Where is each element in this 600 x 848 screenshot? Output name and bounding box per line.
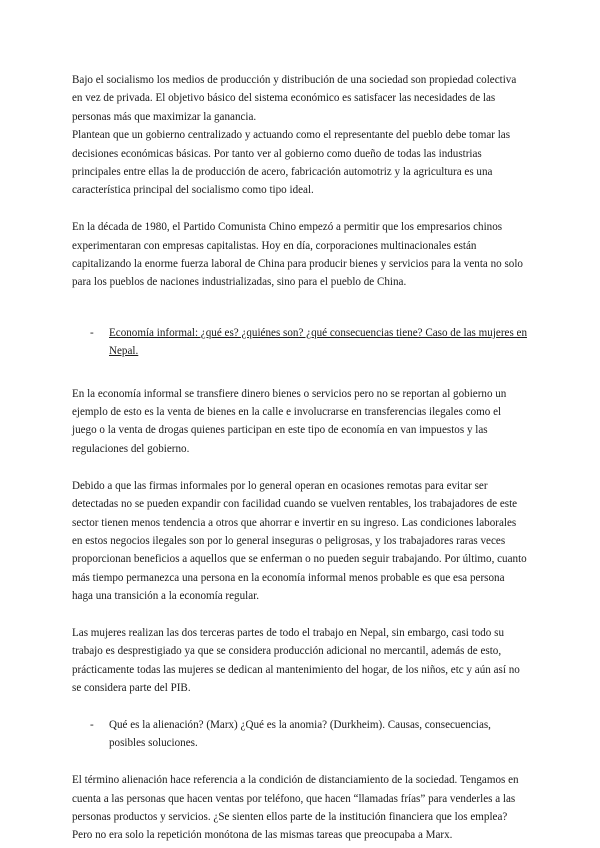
spacer <box>72 200 528 218</box>
spacer <box>72 606 528 624</box>
bullet-informal-economy <box>72 324 528 361</box>
spacer <box>72 698 528 716</box>
document-body <box>72 71 528 845</box>
paragraph-central-government: Plantean que un gobierno centralizado y actuando como el representante del pueblo debe tomar las decisiones económicas básicas. Por tanto ver al gobierno como dueño de todas las industrias principales entre ellas la de producción de acero, fabricación automotriz y la agricultura es una característica principal del socialismo como tipo ideal. <box>72 129 511 197</box>
bullet-informal-economy-text: Economía informal: ¿qué es? ¿quiénes son? ¿qué consecuencias tiene? Caso de las mujeres en Nepal. <box>109 326 528 358</box>
paragraph-nepal-women: Las mujeres realizan las dos terceras partes de todo el trabajo en Nepal, sin embargo, casi todo su trabajo es desprestigiado ya que se considera producción adicional no mercantil, además de esto, prácticamente todas las mujeres se dedican al mantenimiento del hogar, de los niños, etc y aún así no se considera parte del PIB. <box>72 626 520 695</box>
paragraph-informal-definition: En la economía informal se transfiere dinero bienes o servicios pero no se reportan al gobierno un ejemplo de esto es la venta de bienes en la calle e involucrarse en transferencias ilegales como el juego o la venta de drogas quienes participan en este tipo de economía en van impuestos y las regulaciones del gobierno. <box>72 387 507 455</box>
bullet-alienation <box>72 716 528 753</box>
paragraph-socialism-intro: Bajo el socialismo los medios de producción y distribución de una sociedad son propiedad colectiva en vez de privada. El objetivo básico del sistema económico es satisfacer las necesidades de las personas más que maximizar la ganancia. <box>72 74 517 123</box>
spacer <box>72 753 528 771</box>
bullet-dash: - <box>90 718 94 731</box>
bullet-dash: - <box>90 326 94 339</box>
bullet-alienation-text: Qué es la alienación? (Marx) ¿Qué es la anomia? (Durkheim). Causas, consecuencias, posibles soluciones. <box>109 718 491 750</box>
spacer <box>72 361 528 385</box>
spacer <box>72 458 528 476</box>
paragraph-alienation-definition: El término alienación hace referencia a la condición de distanciamiento de la sociedad. Tengamos en cuenta a las personas que hacen ventas por teléfono, que hacen “llamadas frías” para venderles a las personas productos y servicios. ¿Se sienten ellos parte de la institución financiera que los emplea? Pero no era solo la repetición monótona de las mismas tareas que preocupaba a Marx. <box>72 774 519 842</box>
paragraph-china-1980: En la década de 1980, el Partido Comunista Chino empezó a permitir que los empresarios chinos experimentaran con empresas capitalistas. Hoy en día, corporaciones multinacionales están capitalizando la enorme fuerza laboral de China para producir bienes y servicios para la venta no solo para los pueblos de naciones industrializadas, sino para el pueblo de China. <box>72 221 523 289</box>
spacer <box>72 292 528 324</box>
paragraph-informal-firms: Debido a que las firmas informales por lo general operan en ocasiones remotas para evitar ser detectadas no se pueden expandir con facilidad cuando se vuelven rentables, los trabajadores de este sector tienen menos tendencia a otros que ahorrar e invertir en su ingreso. Las condiciones laborales en estos negocios ilegales son por lo general inseguras o peligrosas, y los trabajadores raras veces proporcionan beneficios a aquellos que se enferman o no pueden seguir trabajando. Por último, cuanto más tiempo permanezca una persona en la economía informal menos probable es que esa persona haga una transición a la economía regular. <box>72 479 527 603</box>
